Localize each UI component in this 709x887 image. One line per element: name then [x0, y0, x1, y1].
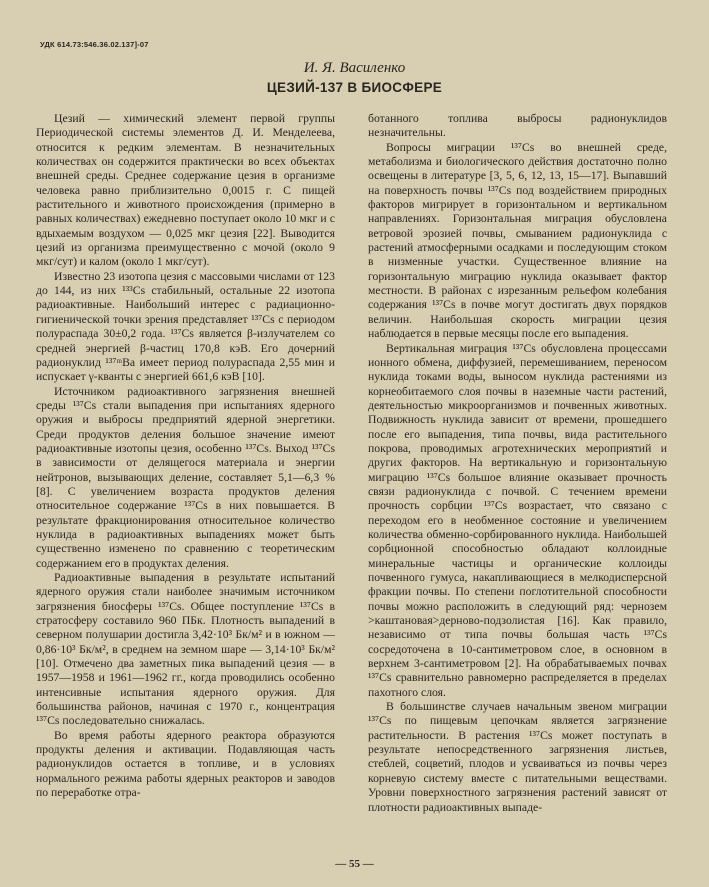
- paragraph: В большинстве случаев начальным звеном миграции ¹³⁷Cs по пищевым цепочкам является загрязнение растительности. В растения ¹³⁷Cs может поступать в результате непосредственного загрязнения листьев, стеблей, соцветий, плодов и усваиваться из почвы через корневую систему вместе с питательными веществами. Уровни поверхностного загрязнения растений зависят от плотности радиоактивных выпаде-: [368, 700, 667, 814]
- paragraph: Вопросы миграции ¹³⁷Cs во внешней среде, метаболизма и биологического действия достаточно полно освещены в литературе [3, 5, 6, 12, 13, 15—17]. Выпавший на поверхность почвы ¹³⁷Cs под воздействием природных факторов мигрирует в горизонтальном и вертикальном направлениях. Горизонтальная миграция обусловлена ветровой эрозией почвы, смыванием радионуклида с растений атмосферными осадками и последующим стоком в низменные участки. Существенное влияние на горизонтальную миграцию нуклида оказывает фактор местности. В районах с изрезанным рельефом колебания содержания ¹³⁷Cs в почве могут достигать двух порядков величин. Наибольшая скорость миграции цезия наблюдается в первые месяцы после его выпадения.: [368, 140, 667, 341]
- page-number: — 55 —: [335, 858, 374, 870]
- paragraph: Во время работы ядерного реактора образуются продукты деления и активации. Подавляющая часть радионуклидов остается в топливе, и в условиях нормального режима работы ядерных реакторов и заводов по переработке отра-: [36, 728, 335, 800]
- paragraph: Вертикальная миграция ¹³⁷Cs обусловлена процессами ионного обмена, диффузией, перемешиванием, переносом нуклида токами воды, выносом нуклида растениями из корнеобитаемого слоя почвы в наземные части растений, деятельностью микроорганизмов и почвенных животных. Подвижность нуклида зависит от времени, прошедшего после его выпадения, типа почвы, вида растительного покрова, проводимых агротехнических мероприятий и других факторов. На вертикальную и горизонтальную миграцию ¹³⁷Cs большое влияние оказывает прочность связи радионуклида с почвой. С течением времени прочность сорбции ¹³⁷Cs возрастает, что связано с переходом его в необменное состояние и увеличением количества обменно-сорбированного нуклида. Наибольшей сорбционной способностью обладают коллоидные минеральные частицы и органические коллоиды почвенного гумуса, накапливающиеся в мелкодисперсной фракции почвы. По степени поглотительной способности почвы можно расположить в следующий ряд: чернозем >каштановая>дерново-подзолистая [16]. Как правило, независимо от типа почвы большая часть ¹³⁷Cs сосредоточена в 10-сантиметровом слое, в основном в верхнем 3-сантиметровом [2]. На обрабатываемых почвах ¹³⁷Cs сравнительно равномерно распределяется в пределах пахотного слоя.: [368, 341, 667, 699]
- author-name: И. Я. Василенко: [303, 60, 406, 76]
- article-title: ЦЕЗИЙ-137 В БИОСФЕРЕ: [266, 80, 443, 95]
- paragraph: Известно 23 изотопа цезия с массовыми числами от 123 до 144, из них ¹³³Cs стабильный, остальные 22 изотопа радиоактивные. Наибольший интерес с радиационно-гигиенической точки зрения представляет ¹³⁷Cs с периодом полураспада 30±0,2 года. ¹³⁷Cs является β-излучателем со средней энергией β-частиц 170,8 кэВ. Его дочерний радионуклид ¹³⁷ᵐBa имеет период полураспада 2,55 мин и испускает γ-кванты с энергией 661,6 кэВ [10].: [36, 269, 335, 384]
- left-column: [36, 112, 335, 857]
- paragraph: Источником радиоактивного загрязнения внешней среды ¹³⁷Cs стали выпадения при испытаниях ядерного оружия и выбросы предприятий ядерной энергетики. Среди продуктов деления большое значение имеют радиоактивные изотопы цезия, особенно ¹³⁷Cs. Выход ¹³⁷Cs в зависимости от делящегося материала и энергии нейтронов, вызывающих деление, составляет 5,1—6,3 % [8]. С увеличением возраста продуктов деления относительное содержание ¹³⁷Cs в них повышается. В результате фракционирования относительное количество нуклида в радиоактивных выпадениях может быть существенно изменено по сравнению с теоретическим содержанием его в продуктах деления.: [36, 384, 335, 570]
- right-column: [368, 112, 667, 857]
- udk-code: УДК 614.73:546.36.02.137]-07: [40, 40, 149, 49]
- paragraph: Радиоактивные выпадения в результате испытаний ядерного оружия стали наиболее значимым источником загрязнения биосферы ¹³⁷Cs. Общее поступление ¹³⁷Cs в стратосферу составило 960 ПБк. Плотность выпадений в северном полушарии достигла 3,42·10³ Бк/м² и в южном — 0,86·10³ Бк/м², в среднем на земном шаре — 3,14·10³ Бк/м² [10]. Отмечено два заметных пика выпадений цезия — в 1957—1958 и 1961—1962 гг., когда проводились особенно интенсивные испытания ядерного оружия. Для большинства районов, начиная с 1970 г., концентрация ¹³⁷Cs последовательно снижалась.: [36, 571, 335, 728]
- paragraph: Цезий — химический элемент первой группы Периодической системы элементов Д. И. Менделеева, относится к редким элементам. В незначительных количествах он содержится практически во всех объектах внешней среды. Среднее содержание цезия в организме человека равно приблизительно 0,0015 г. С пищей растительного и животного происхождения (примерно в равных количествах) ежедневно поступает около 10 мкг и с вдыхаемым воздухом — 0,025 мкг цезия [22]. Выводится цезий из организма преимущественно с мочой (около 9 мкг/сут) и калом (около 1 мкг/сут).: [36, 112, 335, 269]
- paragraph-continuation: ботанного топлива выбросы радионуклидов незначительны.: [368, 112, 667, 140]
